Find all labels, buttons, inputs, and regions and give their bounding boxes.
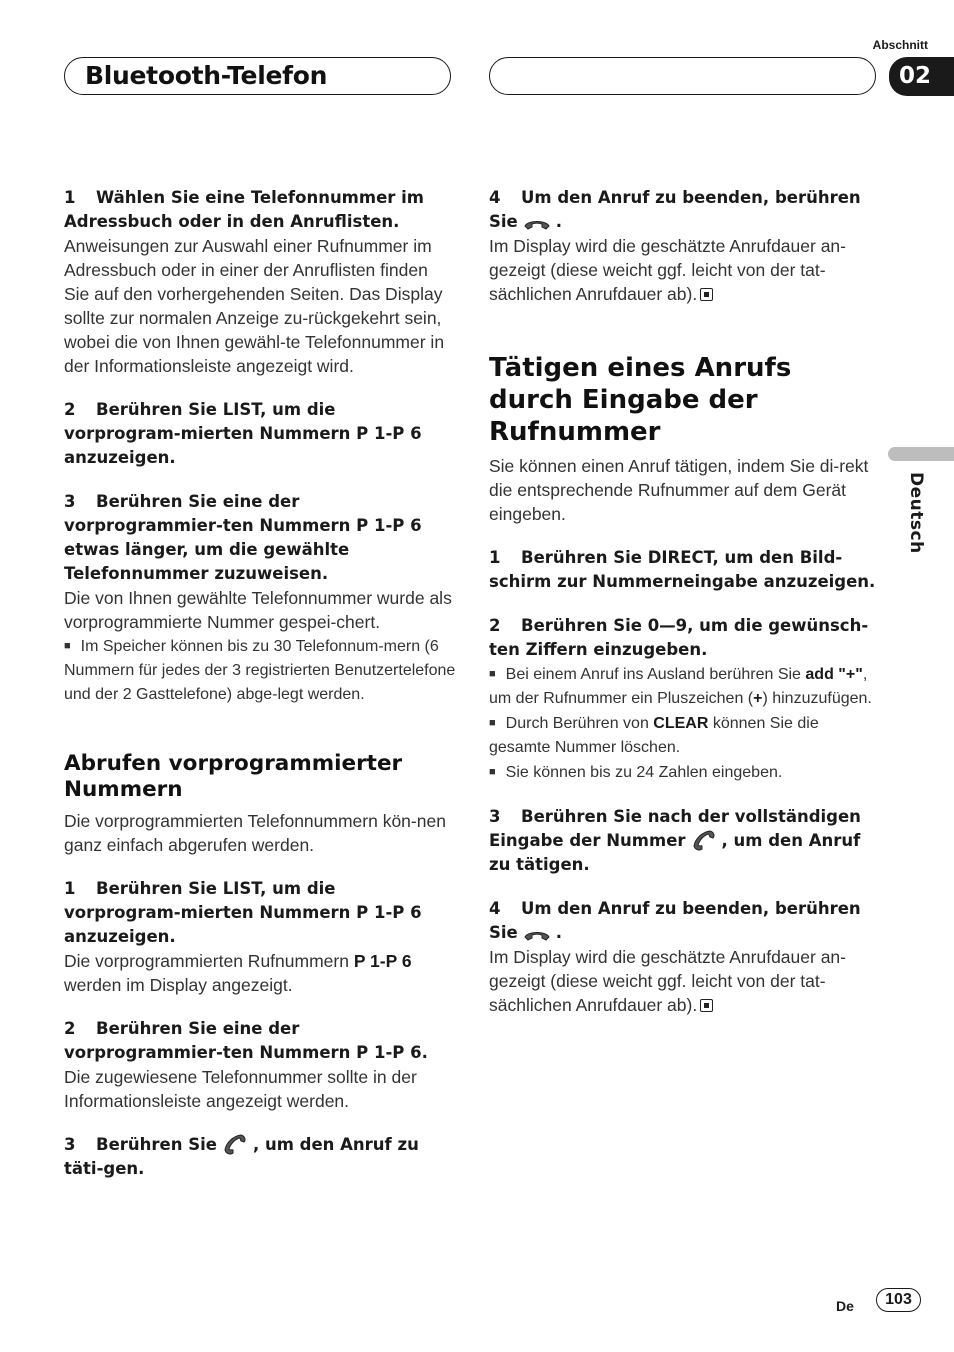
phone-hangup-icon: [522, 927, 552, 943]
step-title: 3 Berühren Sie eine der vorprogrammier-ten Nummern P 1-P 6 etwas länger, um die gewählte Telefonnummer zuzuweisen.: [64, 492, 422, 583]
language-tab-label: Deutsch: [906, 472, 926, 554]
step-title: 4 Um den Anruf zu beenden, berühren Sie .: [489, 188, 861, 231]
step-title: 1 Berühren Sie DIRECT, um den Bild-schirm zur Nummerneingabe anzuzeigen.: [489, 548, 876, 591]
step-title: 2 Berühren Sie eine der vorprogrammier-ten Nummern P 1-P 6.: [64, 1019, 428, 1062]
note-item: ■ Durch Berühren von CLEAR können Sie die gesamte Nummer löschen.: [489, 715, 819, 756]
bullet-square-icon: ■: [489, 766, 496, 778]
bullet-square-icon: ■: [64, 640, 71, 652]
section-label: Abschnitt: [872, 38, 928, 52]
step-body: Im Display wird die geschätzte Anrufdauer an-gezeigt (diese weicht ggf. leicht von der tat-sächlichen Anrufdauer ab).: [489, 947, 846, 1015]
page-number: 103: [876, 1288, 921, 1312]
step-body: Die vorprogrammierten Rufnummern P 1-P 6 werden im Display angezeigt.: [64, 951, 412, 995]
note-item: ■ Bei einem Anruf ins Ausland berühren Sie add "+", um der Rufnummer ein Pluszeichen (+) hinzuzufügen.: [489, 666, 872, 707]
section-intro: Sie können einen Anruf tätigen, indem Sie di-rekt die entsprechende Rufnummer auf dem Gerät eingeben.: [489, 456, 869, 524]
header-title-frame: [64, 57, 451, 95]
section-number-badge: 02: [889, 57, 954, 96]
bullet-square-icon: ■: [489, 717, 496, 729]
note-item: ■ Im Speicher können bis zu 30 Telefonnum-mern (6 Nummern für jedes der 3 registrierten Benutzertelefone und der 2 Gasttelefone) abge-legt werden.: [64, 638, 456, 703]
step-body: Anweisungen zur Auswahl einer Rufnummer im Adressbuch oder in einer der Anruflisten finden Sie auf den vorhergehenden Seiten. Das Display sollte zur normalen Anzeige zu-rückgekehrt sein, wobei die von Ihnen gewähl-te Telefonnummer in der Informationsleiste angezeigt wird.: [64, 236, 445, 376]
end-of-section-icon: [700, 288, 713, 301]
end-of-section-icon: [700, 999, 713, 1012]
section-intro: Die vorprogrammierten Telefonnummern kön-nen ganz einfach abgerufen werden.: [64, 811, 446, 855]
phone-call-icon: [690, 829, 718, 851]
step-title: 3 Berühren Sie nach der vollständigen Eingabe der Nummer , um den Anruf zu tätigen.: [489, 807, 861, 874]
phone-call-icon: [221, 1133, 249, 1155]
right-column: [489, 186, 881, 1017]
step-title: 2 Berühren Sie 0—9, um die gewünsch-ten Ziffern einzugeben.: [489, 616, 869, 659]
note-item: ■ Sie können bis zu 24 Zahlen eingeben.: [489, 764, 783, 781]
step-title: 1 Wählen Sie eine Telefonnummer im Adressbuch oder in den Anruflisten.: [64, 188, 424, 231]
step-title: 2 Berühren Sie LIST, um die vorprogram-mierten Nummern P 1-P 6 anzuzeigen.: [64, 400, 422, 467]
step-title: 1 Berühren Sie LIST, um die vorprogram-mierten Nummern P 1-P 6 anzuzeigen.: [64, 879, 422, 946]
language-tab-marker: [888, 447, 954, 461]
step-body: Die von Ihnen gewählte Telefonnummer wurde als vorprogrammierte Nummer gespei-chert.: [64, 588, 452, 632]
footer-language: De: [836, 1298, 854, 1314]
left-column: [64, 186, 456, 1181]
step-title: 3 Berühren Sie , um den Anruf zu täti-gen.: [64, 1135, 419, 1178]
step-body: Im Display wird die geschätzte Anrufdauer an-gezeigt (diese weicht ggf. leicht von der tat-sächlichen Anrufdauer ab).: [489, 236, 846, 304]
phone-hangup-icon: [522, 216, 552, 232]
step-title: 4 Um den Anruf zu beenden, berühren Sie .: [489, 899, 861, 942]
bullet-square-icon: ■: [489, 668, 496, 680]
page-title: Bluetooth-Telefon: [85, 61, 328, 90]
header-blank-frame: [489, 57, 876, 95]
section-heading: Abrufen vorprogrammierter Nummern: [64, 751, 403, 802]
step-body: Die zugewiesene Telefonnummer sollte in der Informationsleiste angezeigt werden.: [64, 1067, 417, 1111]
section-heading: Tätigen eines Anrufs durch Eingabe der Rufnummer: [489, 353, 792, 447]
